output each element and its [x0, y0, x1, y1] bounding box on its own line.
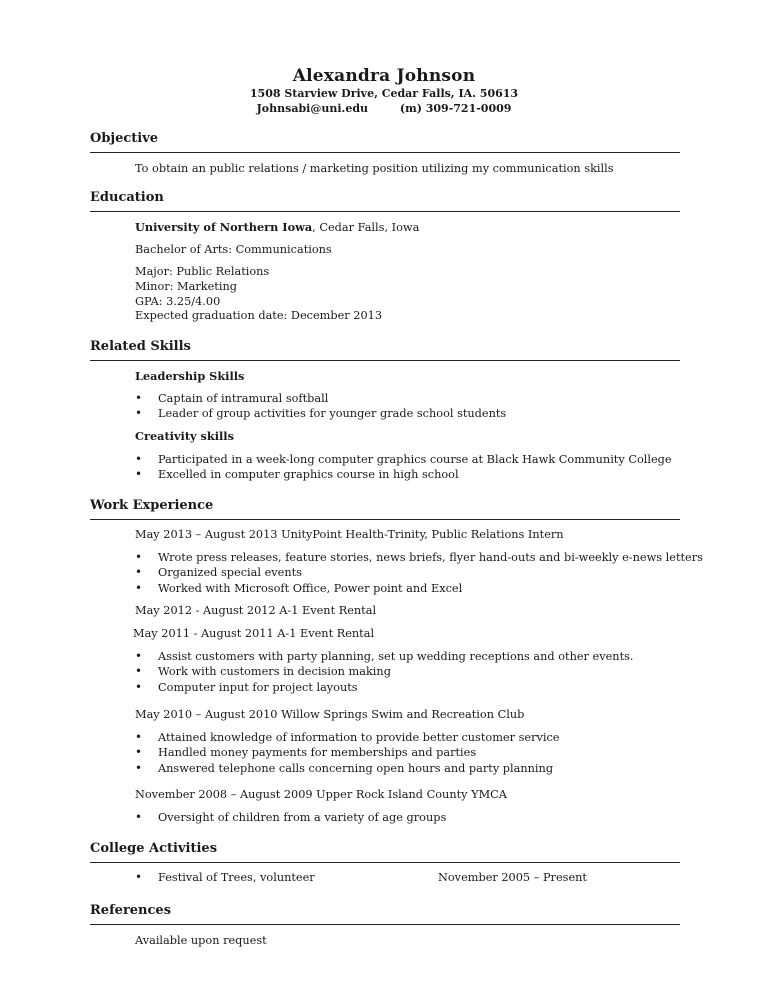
- contact-line: [0, 101, 768, 116]
- creativity-skills-list: [135, 452, 672, 483]
- section-title: Objective: [90, 131, 159, 146]
- education-section-heading: [90, 190, 680, 206]
- resume-header: [0, 66, 768, 116]
- section-title: References: [90, 903, 172, 918]
- objective-section-heading: [90, 131, 680, 147]
- job-duties-list: [135, 730, 559, 776]
- activities-list: [135, 870, 315, 885]
- job-heading: May 2013 – August 2013 UnityPoint Health-Trinity, Public Relations Intern: [135, 528, 564, 541]
- section-divider: [90, 519, 680, 520]
- candidate-name: Alexandra Johnson: [292, 66, 476, 86]
- section-title: College Activities: [90, 841, 218, 856]
- list-item: • Oversight of children from a variety of age groups: [135, 810, 446, 825]
- leadership-skills-title: Leadership Skills: [135, 369, 245, 383]
- section-divider: [90, 924, 680, 925]
- phone: (m) 309-721-0009: [399, 102, 512, 115]
- section-divider: [90, 211, 680, 212]
- school-line: [135, 220, 419, 235]
- list-item: • Answered telephone calls concerning open hours and party planning: [135, 761, 559, 776]
- list-item: • Attained knowledge of information to provide better customer service: [135, 730, 559, 745]
- graduation-date: Expected graduation date: December 2013: [135, 309, 383, 322]
- list-item: • Wrote press releases, feature stories, news briefs, flyer hand-outs and bi-weekly e-news letters: [135, 550, 703, 565]
- list-item: • Organized special events: [135, 565, 703, 580]
- job-duties-list: [135, 550, 703, 596]
- job-heading: May 2011 - August 2011 A-1 Event Rental: [133, 627, 375, 640]
- list-item: • Participated in a week-long computer graphics course at Black Hawk Community College: [135, 452, 672, 467]
- job-heading: May 2012 - August 2012 A-1 Event Rental: [135, 604, 377, 617]
- job-duties-list: [135, 649, 634, 695]
- list-item: • Leader of group activities for younger grade school students: [135, 406, 506, 421]
- gpa: GPA: 3.25/4.00: [135, 295, 221, 308]
- objective-text: To obtain an public relations / marketing position utilizing my communication skills: [135, 162, 614, 175]
- work-section-heading: [90, 498, 680, 514]
- degree: Bachelor of Arts: Communications: [135, 243, 332, 256]
- section-divider: [90, 152, 680, 153]
- creativity-skills-title: Creativity skills: [135, 429, 234, 443]
- school-location: , Cedar Falls, Iowa: [312, 221, 420, 234]
- job-duties-list: [135, 810, 446, 825]
- section-divider: [90, 862, 680, 863]
- list-item: • Festival of Trees, volunteer: [135, 870, 315, 885]
- minor: Minor: Marketing: [135, 280, 237, 293]
- section-divider: [90, 360, 680, 361]
- list-item: • Handled money payments for memberships and parties: [135, 745, 559, 760]
- section-title: Education: [90, 190, 164, 205]
- list-item: • Work with customers in decision making: [135, 664, 634, 679]
- activities-section-heading: [90, 841, 680, 857]
- section-title: Work Experience: [90, 498, 214, 513]
- skills-section-heading: [90, 339, 680, 355]
- references-text: Available upon request: [135, 934, 267, 947]
- email: Johnsabi@uni.edu: [256, 102, 369, 115]
- list-item: • Excelled in computer graphics course in high school: [135, 467, 672, 482]
- school-name: University of Northern Iowa: [135, 220, 313, 234]
- references-section-heading: [90, 903, 680, 919]
- activity-date: November 2005 – Present: [438, 871, 587, 884]
- address: 1508 Starview Drive, Cedar Falls, IA. 50613: [249, 87, 519, 100]
- job-heading: November 2008 – August 2009 Upper Rock Island County YMCA: [135, 788, 507, 801]
- major: Major: Public Relations: [135, 265, 270, 278]
- section-title: Related Skills: [90, 339, 191, 354]
- job-heading: May 2010 – August 2010 Willow Springs Swim and Recreation Club: [135, 708, 525, 721]
- list-item: • Captain of intramural softball: [135, 391, 506, 406]
- leadership-skills-list: [135, 391, 506, 422]
- list-item: • Computer input for project layouts: [135, 680, 634, 695]
- list-item: • Assist customers with party planning, set up wedding receptions and other events.: [135, 649, 634, 664]
- list-item: • Worked with Microsoft Office, Power point and Excel: [135, 581, 703, 596]
